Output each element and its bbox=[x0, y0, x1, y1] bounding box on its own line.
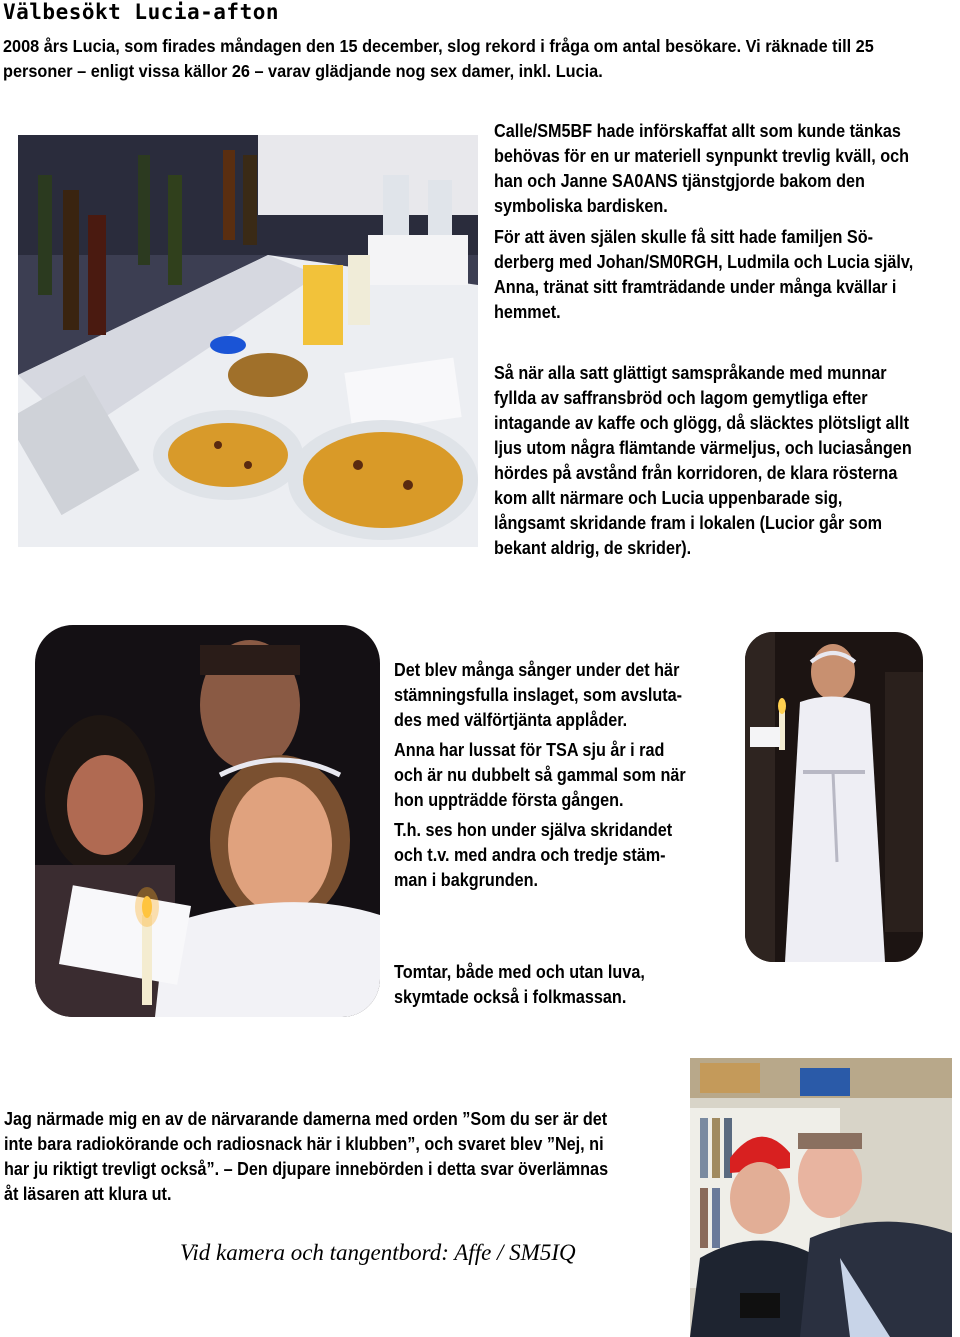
text-line: För att även själen skulle få sitt hade familjen Sö- bbox=[494, 227, 874, 247]
text-line: intagande av kaffe och glögg, då släcktes plötsligt allt bbox=[494, 413, 909, 433]
text-block-songs bbox=[394, 658, 718, 733]
text-line: des med välförtjänta applåder. bbox=[394, 710, 628, 730]
intro-line: 2008 års Lucia, som firades måndagen den 15 december, slog rekord i fråga om antal besökare. Vi räknade till 25 bbox=[3, 36, 874, 56]
text-block-lucia-arrival bbox=[494, 361, 960, 561]
text-block-closing bbox=[4, 1107, 688, 1207]
text-line: kom allt närmare och Lucia uppenbarade sig, bbox=[494, 488, 843, 508]
text-line: och t.v. med andra och tredje stäm- bbox=[394, 845, 666, 865]
photo-lucia-singing bbox=[35, 625, 380, 1017]
text-block-anna bbox=[394, 738, 718, 813]
text-line: inte bara radiokörande och radiosnack här i klubben”, och svaret blev ”Nej, ni bbox=[4, 1134, 604, 1154]
text-line: symboliska bardisken. bbox=[494, 196, 668, 216]
intro-line: personer – enligt vissa källor 26 – varav glädjande nog sex damer, inkl. Lucia. bbox=[3, 61, 603, 81]
text-line: Calle/SM5BF hade införskaffat allt som kunde tänkas bbox=[494, 121, 901, 141]
text-line: Så när alla satt glättigt samspråkande med munnar bbox=[494, 363, 887, 383]
text-line: åt läsaren att klura ut. bbox=[4, 1184, 172, 1204]
signature: Vid kamera och tangentbord: Affe / SM5IQ bbox=[180, 1240, 576, 1265]
text-line: Det blev många sånger under det här bbox=[394, 660, 680, 680]
text-block-tomtar bbox=[394, 960, 718, 1010]
photo-lucia-walking bbox=[745, 632, 923, 962]
text-line: Tomtar, både med och utan luva, bbox=[394, 962, 645, 982]
text-line: långsamt skridande fram i lokalen (Lucior går som bbox=[494, 513, 883, 533]
text-line: har ju riktigt trevligt också”. – Den djupare innebörden i detta svar överlämnas bbox=[4, 1159, 609, 1179]
text-line: Anna har lussat för TSA sju år i rad bbox=[394, 740, 665, 760]
text-line: man i bakgrunden. bbox=[394, 870, 539, 890]
text-line: hemmet. bbox=[494, 302, 561, 322]
text-line: ljus utom några flämtande värmeljus, och luciasången bbox=[494, 438, 912, 458]
text-block-family bbox=[494, 225, 960, 325]
photo-food-table bbox=[18, 135, 478, 547]
text-line: fyllda av saffransbröd och lagom gemytliga efter bbox=[494, 388, 868, 408]
page-title: Välbesökt Lucia-afton bbox=[3, 0, 280, 24]
text-block-caption bbox=[394, 818, 718, 893]
text-line: skymtade också i folkmassan. bbox=[394, 987, 627, 1007]
text-line: Jag närmade mig en av de närvarande damerna med orden ”Som du ser är det bbox=[4, 1109, 608, 1129]
text-line: T.h. ses hon under själva skridandet bbox=[394, 820, 673, 840]
text-block-bar bbox=[494, 119, 960, 219]
text-line: stämningsfulla inslaget, som avsluta- bbox=[394, 685, 683, 705]
photo-two-men bbox=[690, 1058, 952, 1337]
text-line: han och Janne SA0ANS tjänstgjorde bakom den bbox=[494, 171, 865, 191]
text-line: och är nu dubbelt så gammal som när bbox=[394, 765, 686, 785]
intro-paragraph bbox=[3, 34, 891, 84]
text-line: hon uppträdde första gången. bbox=[394, 790, 624, 810]
text-line: Anna, tränat sitt framträdande under många kvällar i bbox=[494, 277, 897, 297]
text-line: behövas för en ur materiell synpunkt trevlig kväll, och bbox=[494, 146, 910, 166]
text-line: hördes på avstånd från korridoren, de klara rösterna bbox=[494, 463, 898, 483]
text-line: derberg med Johan/SM0RGH, Ludmila och Lucia själv, bbox=[494, 252, 914, 272]
text-line: bekant aldrig, de skrider). bbox=[494, 538, 692, 558]
